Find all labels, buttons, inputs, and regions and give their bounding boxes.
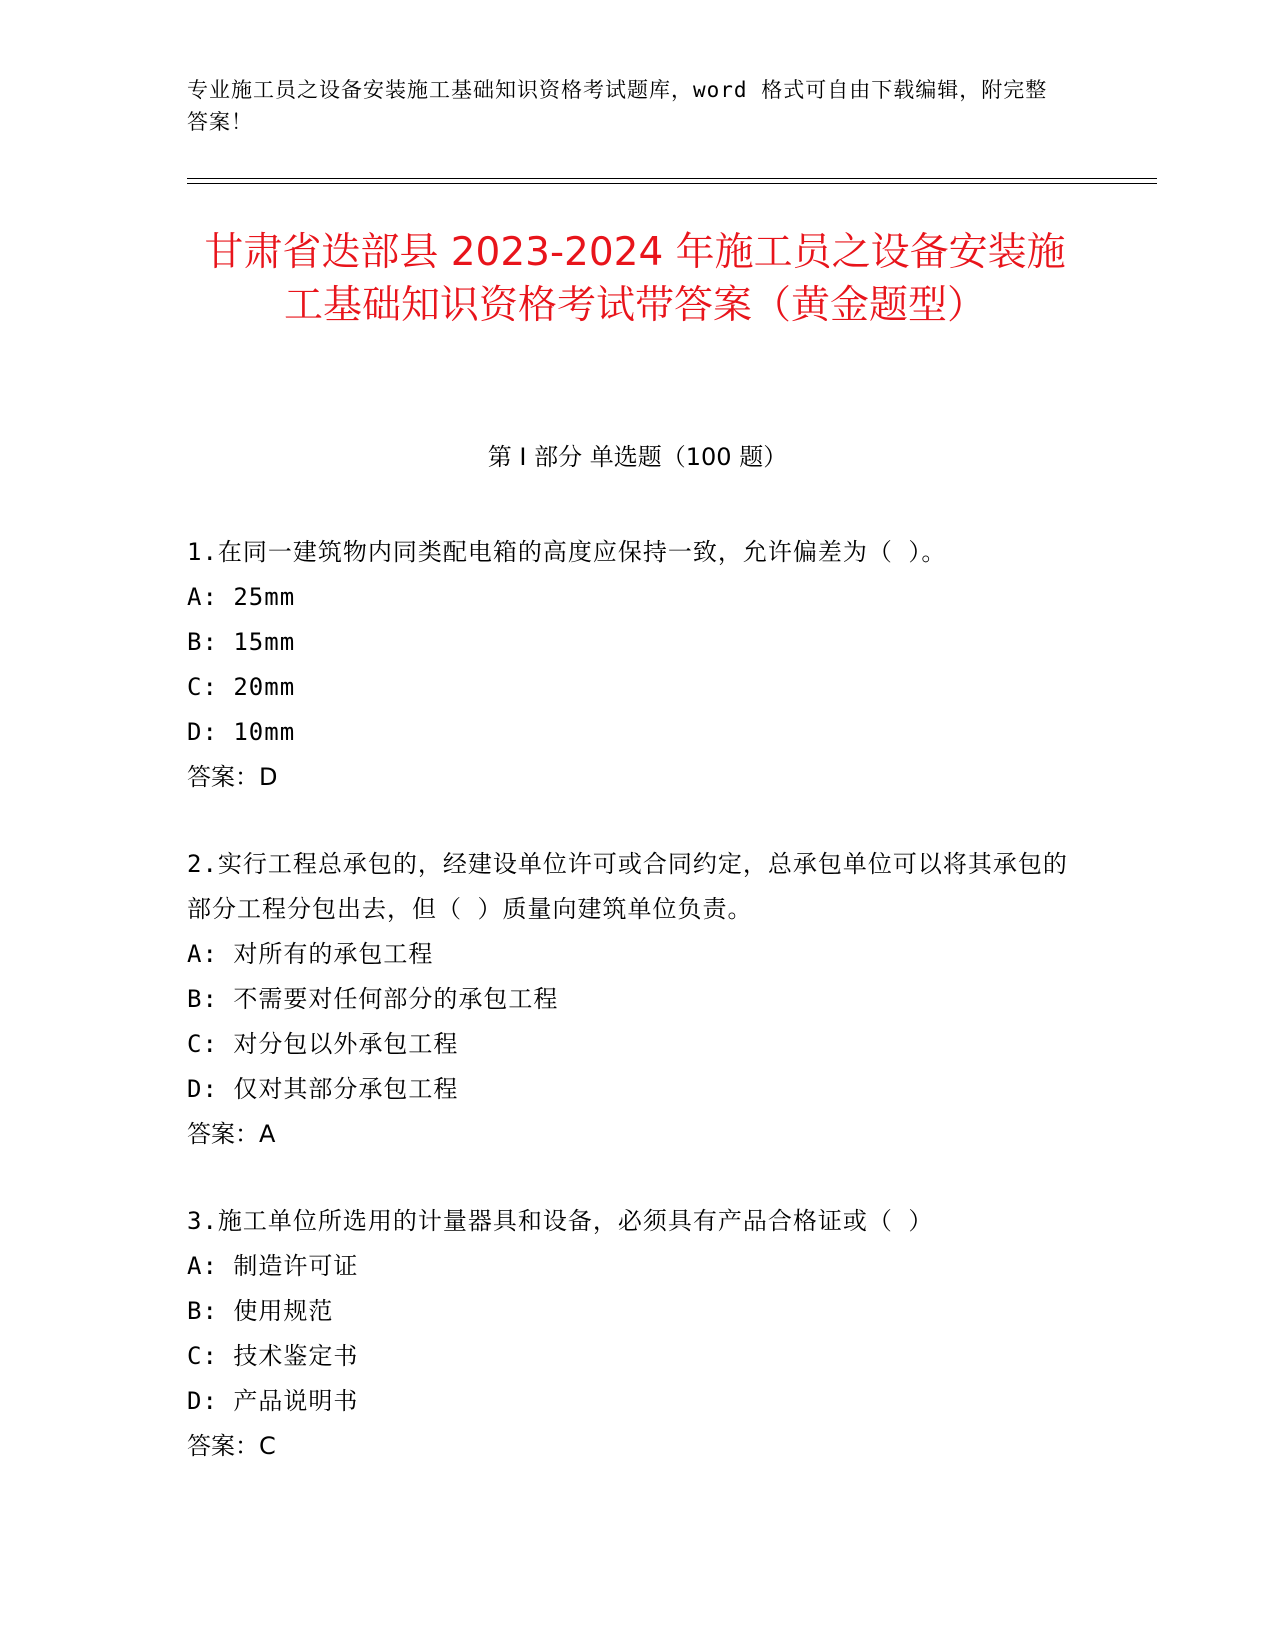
header-note: 专业施工员之设备安装施工基础知识资格考试题库，word 格式可自由下载编辑，附完整答案！ — [187, 78, 1048, 134]
question-3 — [187, 1199, 1087, 1469]
option-d: D: 仅对其部分承包工程 — [187, 1075, 459, 1103]
option-d: D: 10mm — [187, 718, 296, 746]
option-c: C: 技术鉴定书 — [187, 1342, 359, 1370]
option-b: B: 使用规范 — [187, 1297, 334, 1325]
section-heading: 第 I 部分 单选题（100 题） — [487, 443, 788, 471]
option-c: C: 对分包以外承包工程 — [187, 1030, 459, 1058]
question-stem: 3.施工单位所选用的计量器具和设备，必须具有产品合格证或（ ） — [187, 1207, 934, 1235]
option-b: B: 不需要对任何部分的承包工程 — [187, 985, 559, 1013]
option-a: A: 25mm — [187, 583, 296, 611]
question-list — [187, 530, 1087, 1511]
option-a: A: 对所有的承包工程 — [187, 940, 434, 968]
question-1 — [187, 530, 1087, 800]
header-divider-bottom — [187, 183, 1157, 184]
question-2 — [187, 842, 1087, 1157]
answer-line: 答案：C — [187, 1432, 276, 1460]
document-title: 甘肃省迭部县 2023-2024 年施工员之设备安装施工基础知识资格考试带答案（黄金题型） — [204, 230, 1066, 328]
option-d: D: 产品说明书 — [187, 1387, 359, 1415]
option-c: C: 20mm — [187, 673, 296, 701]
option-a: A: 制造许可证 — [187, 1252, 359, 1280]
answer-line: 答案：D — [187, 763, 278, 791]
question-stem: 1.在同一建筑物内同类配电箱的高度应保持一致，允许偏差为（ ）。 — [187, 538, 947, 566]
question-stem: 2.实行工程总承包的，经建设单位许可或合同约定，总承包单位可以将其承包的部分工程分包出去，但（ ）质量向建筑单位负责。 — [187, 850, 1068, 923]
header-divider-top — [187, 178, 1157, 179]
option-b: B: 15mm — [187, 628, 296, 656]
answer-line: 答案：A — [187, 1120, 276, 1148]
